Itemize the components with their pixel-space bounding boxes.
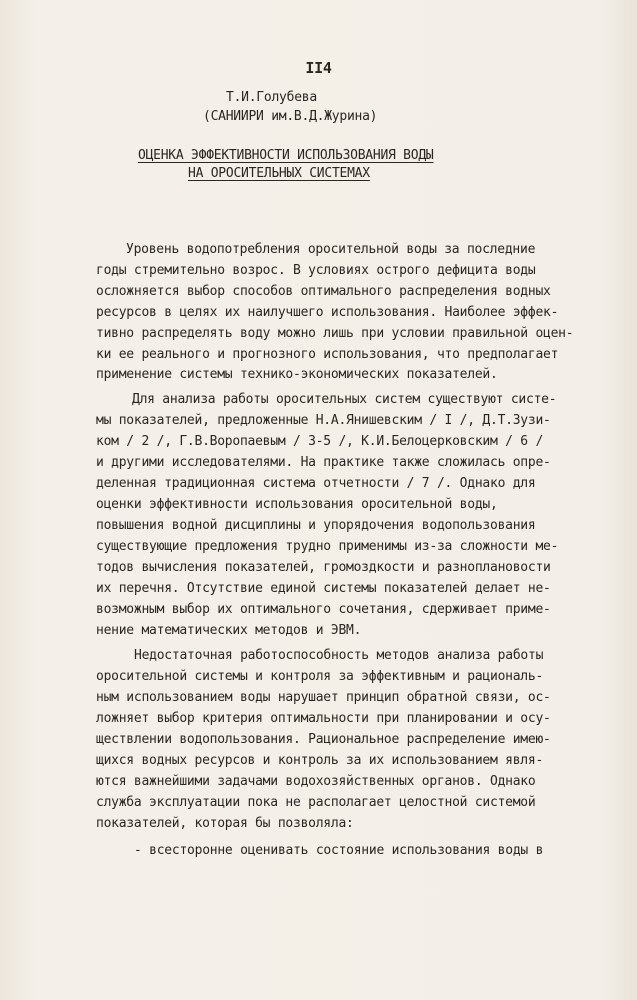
text-line: их перечня. Отсутствие единой системы показателей делает не- (96, 581, 551, 596)
text-line: ществлении водопользования. Рациональное распределение имею- (96, 732, 551, 747)
text-line: Недостаточная работоспособность методов анализа работы (134, 648, 544, 663)
text-line: годы стремительно возрос. В условиях острого дефицита воды (96, 263, 536, 278)
text-line: Уровень водопотребления оросительной воды за последние (126, 242, 536, 257)
text-line: существующие предложения трудно применимы из-за сложности ме- (96, 539, 559, 554)
text-line: ложняет выбор критерия оптимальности при планировании и осу- (96, 711, 551, 726)
text-line: оросительной системы и контроля за эффективным и рациональ- (96, 669, 544, 684)
text-line: ным использованием воды нарушает принцип обратной связи, ос- (96, 690, 551, 705)
article-title-line-2: НА ОРОСИТЕЛЬНЫХ СИСТЕМАХ (188, 166, 370, 181)
text-line: тивно распределять воду можно лишь при условии правильной оцен- (96, 326, 574, 341)
text-line: тодов вычисления показателей, громоздкости и разноплановости (96, 560, 551, 575)
text-line: нение математических методов и ЭВМ. (96, 623, 362, 638)
author-affiliation: (САНИИРИ им.В.Д.Журина) (203, 109, 378, 124)
text-line: - всесторонне оценивать состояние использования воды в (134, 843, 544, 858)
text-line: ресурсов в целях их наилучшего использования. Наиболее эффек- (96, 305, 559, 320)
text-line: Для анализа работы оросительных систем существуют систе- (132, 392, 557, 407)
article-title-line-1: ОЦЕНКА ЭФФЕКТИВНОСТИ ИСПОЛЬЗОВАНИЯ ВОДЫ (138, 148, 434, 163)
text-line: осложняется выбор способов оптимального распределения водных (96, 284, 551, 299)
text-line: ки ее реального и прогнозного использования, что предполагает (96, 347, 559, 362)
text-line: повышения водной дисциплины и упорядочения водопользования (96, 518, 536, 533)
text-line: показателей, которая бы позволяла: (96, 816, 354, 831)
text-line: деленная традиционная система отчетности / 7 /. Однако для (96, 476, 536, 491)
text-line: оценки эффективности использования оросительной воды, (96, 497, 498, 512)
text-line: ются важнейшими задачами водохозяйственных органов. Однако (96, 774, 536, 789)
text-line: ком / 2 /, Г.В.Воропаевым / 3-5 /, К.И.Белоцерковским / 6 / (96, 434, 544, 449)
author-name: Т.И.Голубева (226, 90, 317, 105)
text-line: мы показателей, предложенные Н.А.Янишевским / I /, Д.Т.Зузи- (96, 413, 551, 428)
text-line: служба эксплуатации пока не располагает целостной системой (96, 795, 536, 810)
text-line: возможным выбор их оптимального сочетания, сдерживает приме- (96, 602, 551, 617)
text-line: применение системы технико-экономических показателей. (96, 367, 498, 382)
text-line: и другими исследователями. На практике также сложилась опре- (96, 455, 551, 470)
page-number: II4 (305, 59, 332, 77)
text-line: щихся водных ресурсов и контроль за их использованием явля- (96, 753, 544, 768)
